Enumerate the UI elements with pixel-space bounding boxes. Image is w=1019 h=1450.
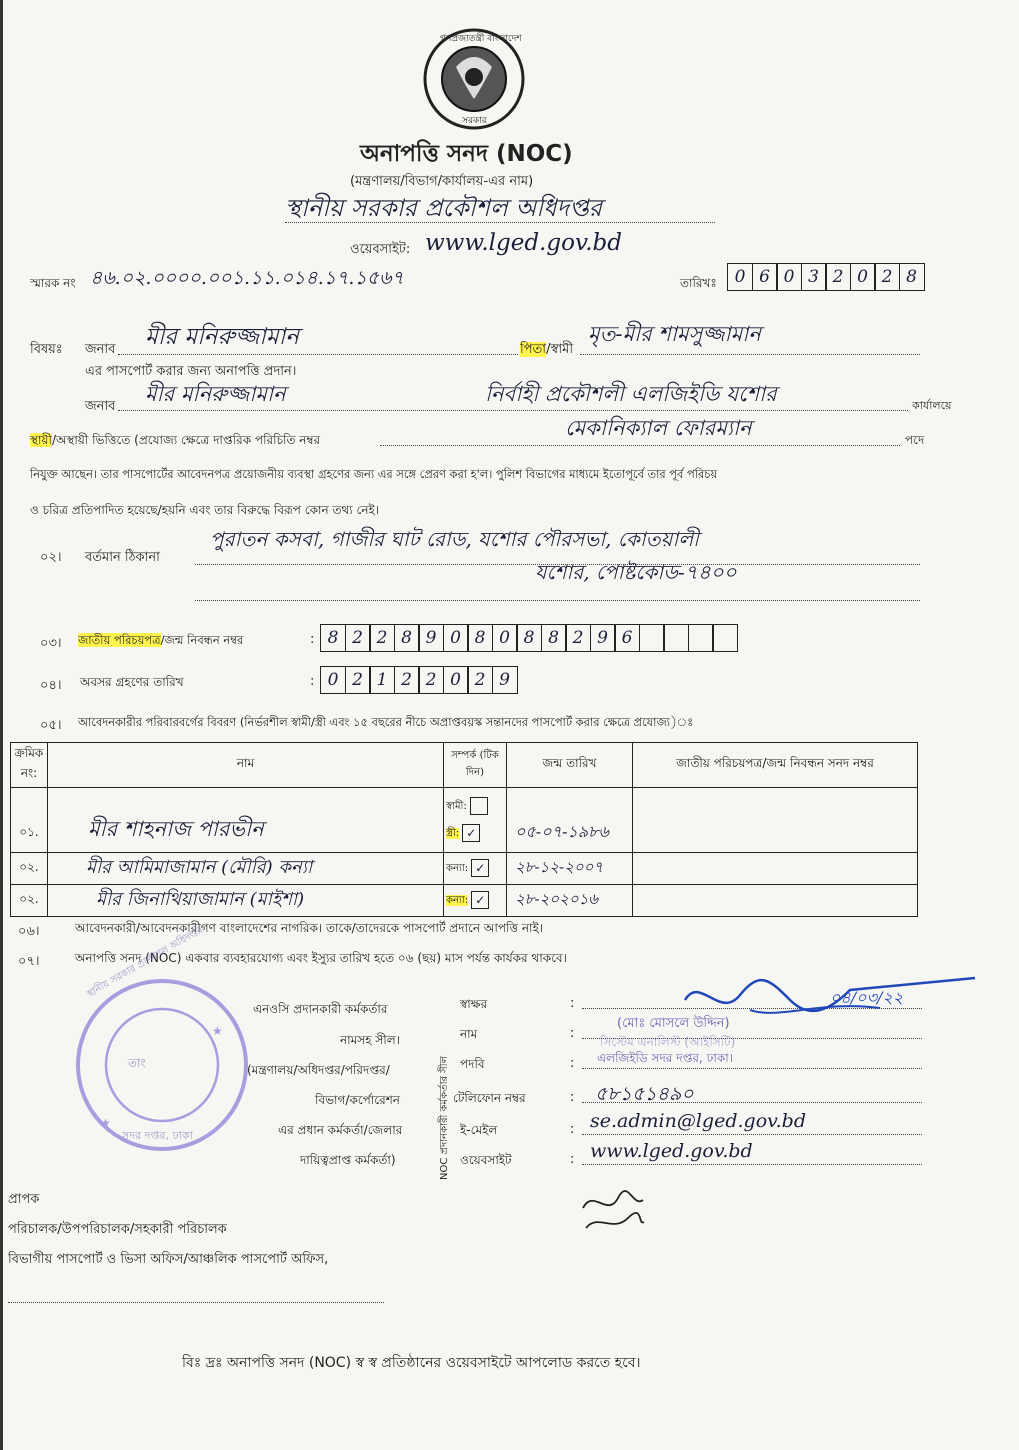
nid-digit-box: 8 — [467, 624, 493, 652]
row-name — [48, 885, 444, 917]
row-nid — [633, 853, 918, 885]
row-serial: ০১. — [11, 788, 48, 853]
subject-label: বিষয়ঃ — [30, 342, 63, 357]
line-07: অনাপত্তি সনদ (NOC) একবার ব্যবহারযোগ্য এবং ইস্যুর তারিখ হতে ০৬ (ছয়) মাস পর্যন্ত কার্যকর থাকবে। — [75, 951, 567, 965]
retire-digit-box: 1 — [369, 666, 395, 694]
row-nid — [633, 788, 918, 853]
mr-label-2: জনাব — [85, 399, 116, 414]
row-serial: ০২. — [11, 853, 48, 885]
col-dob: জন্ম তারিখ — [507, 743, 633, 788]
date-digit-box: 0 — [776, 263, 802, 291]
date-digit-box: 8 — [899, 263, 925, 291]
retire-digit-box: 2 — [467, 666, 493, 694]
father-label: পিতা — [520, 342, 547, 357]
father-name: মৃত-মীর শামসুজ্জামান — [588, 322, 761, 346]
item-02-number: ০২। — [40, 550, 62, 565]
svg-text:★: ★ — [212, 1024, 223, 1038]
memo-value: ৪৬.০২.০০০০.০০১.১১.০১৪.১৭.১৫৬৭ — [90, 267, 404, 289]
dots-5 — [582, 1134, 922, 1135]
relation-checkbox-2[interactable]: ✓ — [462, 824, 480, 842]
nid-label — [78, 632, 243, 651]
col-name: নাম — [48, 743, 444, 788]
emblem-bottom-text: সরকার — [462, 116, 487, 126]
permanent-label: স্থায়ী — [30, 433, 52, 447]
address-line-2: যশোর, পোষ্টকোড-৭৪০০ — [535, 560, 737, 584]
table-row — [11, 853, 918, 885]
field-phone-label: টেলিফোন নম্বর — [453, 1091, 526, 1105]
temp-text: /অস্থায়ী ভিত্তিতে (প্রযোজ্য ক্ষেত্রে দাপ্তরিক পরিচিতি নম্বর — [51, 433, 321, 447]
nid-digit-box: 6 — [614, 624, 640, 652]
row-dob — [507, 788, 633, 853]
phone-value: ৫৮১৫১৪৯০ — [595, 1083, 694, 1105]
family-caption: আবেদনকারীর পরিবারবর্গের বিবরণ (নির্ভরশীল স্বামী/স্ত্রী এবং ১৫ বছরের নীচে অপ্রাপ্তবয়স্ক সন্তানদের পাসপোর্ট করার ক্ষেত্রে প্রযোজ্য)ঃ — [78, 715, 694, 729]
date-digit-box: 2 — [825, 263, 851, 291]
recipient-label: প্রাপক — [8, 1192, 40, 1207]
nid-digit-box: 2 — [565, 624, 591, 652]
round-stamp-bottom: সদর দপ্তর, ঢাকা — [122, 1129, 193, 1142]
retire-label: অবসর গ্রহণের তারিখ — [80, 675, 184, 689]
retire-colon: : — [310, 674, 315, 689]
retire-digit-boxes — [320, 666, 516, 694]
round-stamp-inner: তাং — [128, 1056, 146, 1070]
colon-1: : — [570, 996, 575, 1011]
website-label: ওয়েবসাইট: — [350, 242, 411, 257]
father-dots — [580, 354, 920, 355]
body-line-1: নিযুক্ত আছেন। তার পাসপোর্টের আবেদনপত্র প্রয়োজনীয় ব্যবস্থা গ্রহণের জন্য এর সঙ্গে প্রেরণ করা হ'ল। পুলিশ বিভাগের মাধ্যমে ইতোপূর্বে তার পূর্ব পরিচয় — [30, 467, 718, 481]
designation-dots — [380, 445, 900, 446]
row-dob-text: ২৮-১২-২০০৭ — [515, 858, 604, 876]
date-digit-boxes — [727, 263, 923, 291]
row-dob-text: ০৫-০৭-১৯৮৬ — [515, 822, 609, 841]
nid-digit-box: 0 — [443, 624, 469, 652]
husband-label: /স্বামী — [546, 342, 574, 357]
vertical-seal-text: NOC প্রদানকারী কর্মকর্তার সীল — [439, 1055, 450, 1180]
signatory-line-2: নামসহ সীল। — [340, 1033, 400, 1047]
date-label: তারিখঃ — [680, 276, 717, 290]
table-row — [11, 788, 918, 853]
person-name-2: মীর মনিরুজ্জামান — [145, 382, 286, 406]
office-dots — [118, 410, 908, 411]
dots-6 — [582, 1164, 922, 1165]
colon-5: : — [570, 1122, 575, 1137]
nid-digit-boxes — [320, 624, 737, 652]
row-nid — [633, 885, 918, 917]
nid-digit-box: 9 — [590, 624, 616, 652]
relation-checkbox[interactable] — [470, 797, 488, 815]
nid-digit-box: 8 — [516, 624, 542, 652]
office-round-stamp — [72, 924, 252, 1155]
nid-colon: : — [310, 632, 315, 647]
website-value: www.lged.gov.bd — [425, 230, 622, 256]
footer-note: বিঃ দ্রঃ অনাপত্তি সনদ (NOC) স্ব স্ব প্রতিষ্ঠানের ওয়েবসাইটে আপলোড করতে হবে। — [182, 1355, 641, 1371]
address-dots-2 — [195, 600, 920, 601]
nid-label-highlight: জাতীয় পরিচয়পত্র — [78, 633, 161, 647]
address-label: বর্তমান ঠিকানা — [85, 550, 160, 565]
col-serial: ক্রমিক নং: — [11, 743, 48, 788]
signatory-line-3: (মন্ত্রণালয়/অধিদপ্তর/পরিদপ্তর/ — [247, 1063, 390, 1077]
row-dob — [507, 853, 633, 885]
relation-label — [520, 340, 573, 361]
rel-line-2 — [444, 820, 506, 847]
ministry-caption: (মন্ত্রণালয়/বিভাগ/কার্যালয়-এর নাম) — [350, 174, 534, 189]
address-line-1: পুরাতন কসবা, গাজীর ঘাট রোড, যশোর পৌরসভা, কোতয়ালী — [210, 527, 699, 551]
retire-digit-box: 0 — [320, 666, 346, 694]
rel-label: স্বামী: — [446, 801, 467, 812]
field-website-label: ওয়েবসাইট — [460, 1153, 512, 1167]
date-digit-box: 0 — [727, 263, 753, 291]
nid-digit-box: 2 — [345, 624, 371, 652]
row-relation — [444, 885, 507, 917]
body-line-2: ও চরিত্র প্রতিপাদিত হয়েছে/হয়নি এবং তার বিরুদ্ধে বিরূপ কোন তথ্য নেই। — [30, 503, 380, 517]
office-name: নির্বাহী প্রকৌশলী এলজিইডি যশোর — [485, 382, 777, 406]
rel-label-2: স্ত্রী: — [446, 828, 460, 839]
stamp-office: এলজিইডি সদর দপ্তর, ঢাকা। — [597, 1051, 734, 1065]
row-dob-text: ২৮-২০২০১৬ — [515, 890, 599, 908]
website-value-2: www.lged.gov.bd — [590, 1140, 753, 1162]
rel-label: কন্যা: — [446, 895, 469, 906]
relation-checkbox[interactable]: ✓ — [471, 859, 489, 877]
date-digit-box: 6 — [752, 263, 778, 291]
office-suffix: কার্যালয়ে — [912, 399, 952, 412]
col-nid: জাতীয় পরিচয়পত্র/জন্ম নিবন্ধন সনদ নম্বর — [633, 743, 918, 788]
item-04-number: ০৪। — [40, 678, 62, 693]
post-suffix: পদে — [905, 433, 925, 447]
nid-label-rest: /জন্ম নিবন্ধন নম্বর — [160, 633, 244, 647]
retire-digit-box: 2 — [418, 666, 444, 694]
round-stamp-text: স্থানীয় সরকার প্রকৌশল অধিদপ্তর — [85, 924, 205, 1001]
signatory-line-1: এনওসি প্রদানকারী কর্মকর্তার — [253, 1002, 388, 1016]
temp-line — [30, 432, 320, 452]
rel-line — [444, 793, 506, 820]
colon-4: : — [570, 1090, 575, 1105]
field-signature-label: স্বাক্ষর — [460, 997, 488, 1011]
signatory-line-6: দায়িত্বপ্রাপ্ত কর্মকর্তা) — [300, 1153, 396, 1167]
retire-digit-box: 9 — [492, 666, 518, 694]
retire-digit-box: 0 — [443, 666, 469, 694]
sign-date: ০৪/০৩/২২ — [830, 988, 904, 1007]
row-name-text: মীর জিনাথিয়াজামান (মাইশা) — [96, 889, 305, 910]
retire-digit-box: 2 — [394, 666, 420, 694]
govt-emblem — [422, 27, 526, 131]
field-name-label: নাম — [460, 1027, 478, 1041]
signatory-line-4: বিভাগ/কর্পোরেশন — [315, 1093, 400, 1107]
date-digit-box: 0 — [850, 263, 876, 291]
nid-digit-box: 8 — [394, 624, 420, 652]
item-06-number: ০৬। — [18, 924, 40, 939]
nid-digit-box: 0 — [492, 624, 518, 652]
nid-digit-box: 8 — [320, 624, 346, 652]
person-name: মীর মনিরুজ্জামান — [145, 324, 300, 350]
countersign-initials — [578, 1188, 648, 1238]
colon-3: : — [570, 1056, 575, 1071]
row-dob — [507, 885, 633, 917]
memo-label: স্মারক নং — [30, 276, 76, 290]
line-06: আবেদনকারী/আবেদনকারীগণ বাংলাদেশের নাগরিক। তাকে/তাদেরকে পাসপোর্ট প্রদানে আপত্তি নাই। — [75, 921, 544, 935]
nid-digit-box — [712, 624, 738, 652]
recipient-line-2: বিভাগীয় পাসপোর্ট ও ভিসা অফিস/আঞ্চলিক পাসপোর্ট অফিস, — [8, 1252, 329, 1267]
emblem-top-text: গণপ্রজাতন্ত্রী বাংলাদেশ — [440, 34, 522, 44]
recipient-line-1: পরিচালক/উপপরিচালক/সহকারী পরিচালক — [8, 1222, 227, 1237]
rel-label: কন্যা: — [446, 863, 469, 874]
colon-6: : — [570, 1152, 575, 1167]
designation: মেকানিক্যাল ফোরম্যান — [565, 416, 752, 440]
nid-digit-box — [663, 624, 689, 652]
page-title: অনাপত্তি সনদ (NOC) — [360, 141, 573, 167]
nid-digit-box: 8 — [541, 624, 567, 652]
signatory-line-5: এর প্রধান কর্মকর্তা/জেলার — [278, 1123, 403, 1137]
stamp-title: সিস্টেম এনালিস্ট (আইসিটি) — [600, 1035, 736, 1049]
relation-checkbox[interactable]: ✓ — [471, 891, 489, 909]
ministry-name: স্থানীয় সরকার প্রকৌশল অধিদপ্তর — [285, 194, 603, 222]
stamp-name: (মোঃ মোসলে উদ্দিন) — [617, 1016, 730, 1031]
colon-2: : — [570, 1026, 575, 1041]
svg-text:★: ★ — [100, 1116, 111, 1130]
passport-text: এর পাসপোর্ট করার জন্য অনাপত্তি প্রদান। — [85, 364, 297, 379]
recipient-dots — [8, 1302, 384, 1303]
nid-digit-box: 9 — [418, 624, 444, 652]
row-relation — [444, 788, 507, 853]
table-row — [11, 885, 918, 917]
item-05-number: ০৫। — [40, 718, 62, 733]
item-03-number: ০৩। — [40, 636, 62, 651]
row-name — [48, 853, 444, 885]
nid-digit-box: 2 — [369, 624, 395, 652]
row-name-text: মীর শাহনাজ পারভীন — [88, 817, 264, 841]
row-serial: ০২. — [11, 885, 48, 917]
date-digit-box: 2 — [874, 263, 900, 291]
field-email-label: ই-মেইল — [460, 1123, 498, 1137]
retire-digit-box: 2 — [345, 666, 371, 694]
row-name — [48, 788, 444, 853]
date-digit-box: 3 — [801, 263, 827, 291]
row-relation — [444, 853, 507, 885]
ministry-dots — [285, 222, 715, 223]
nid-digit-box — [688, 624, 714, 652]
row-name-text: মীর আমিমাজামান (মৌরি) কন্যা — [86, 857, 313, 878]
family-table — [10, 742, 918, 917]
nid-digit-box — [639, 624, 665, 652]
col-relation: সম্পর্ক (টিক দিন) — [444, 743, 507, 788]
email-value: se.admin@lged.gov.bd — [590, 1110, 806, 1132]
item-07-number: ০৭। — [18, 954, 40, 969]
field-title-label: পদবি — [460, 1057, 485, 1071]
mr-label: জনাব — [85, 342, 116, 357]
